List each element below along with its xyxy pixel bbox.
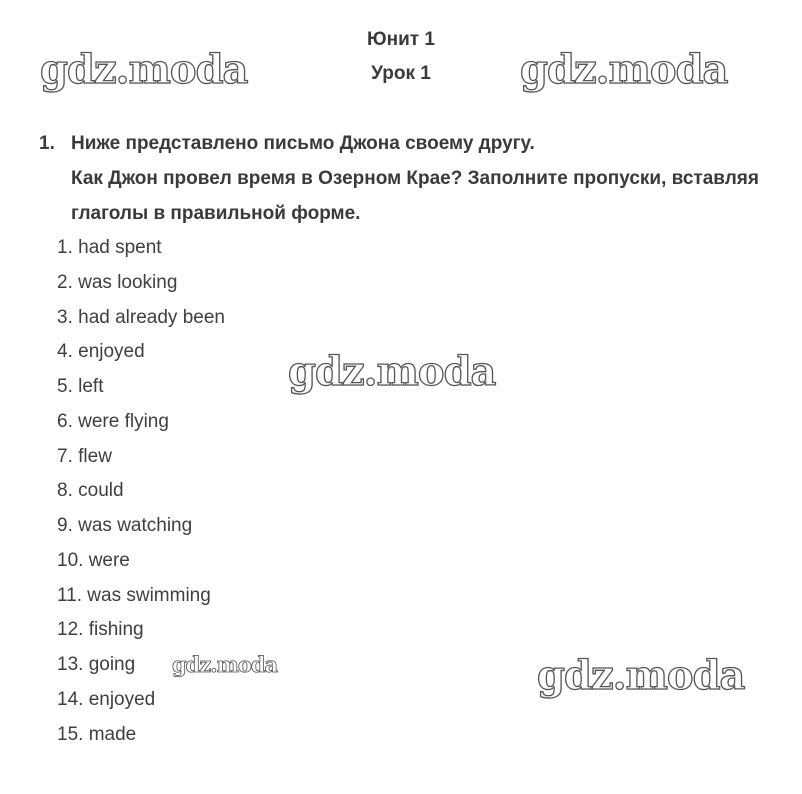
- watermark-logo: gdz.moda: [537, 652, 745, 699]
- watermark-logo: gdz.moda: [40, 46, 248, 93]
- answer-item: 1. had spent: [57, 237, 162, 258]
- answer-item: 4. enjoyed: [57, 341, 145, 363]
- answer-item: 6. were flying: [57, 410, 169, 432]
- lesson-title: Урок 1: [371, 63, 431, 84]
- watermark-logo: gdz.moda: [288, 348, 496, 395]
- watermark-logo: gdz.moda: [172, 652, 278, 677]
- answer-item: 10. were: [57, 549, 130, 571]
- answer-item: 12. fishing: [57, 619, 144, 641]
- task-instruction-line: Ниже представлено письмо Джона своему другу.: [71, 133, 535, 154]
- task-number: 1.: [39, 133, 55, 154]
- unit-title: Юнит 1: [367, 29, 435, 50]
- answer-list: [57, 237, 225, 758]
- answer-item: 14. enjoyed: [57, 688, 156, 710]
- task-instruction-line: Как Джон провел время в Озерном Крае? Заполните пропуски, вставляя: [71, 168, 759, 189]
- answer-item: 8. could: [57, 480, 124, 502]
- answer-item: 13. going: [57, 654, 136, 675]
- answer-item: 5. left: [57, 376, 104, 397]
- watermark-logo: gdz.moda: [520, 46, 728, 93]
- answer-item: 2. was looking: [57, 271, 178, 293]
- answer-item: 9. was watching: [57, 515, 193, 536]
- answer-item: 15. made: [57, 723, 137, 745]
- task-instruction-line: глаголы в правильной форме.: [71, 203, 361, 224]
- answer-item: 7. flew: [57, 445, 112, 467]
- answer-item: 11. was swimming: [57, 584, 211, 606]
- answer-item: 3. had already been: [57, 306, 225, 328]
